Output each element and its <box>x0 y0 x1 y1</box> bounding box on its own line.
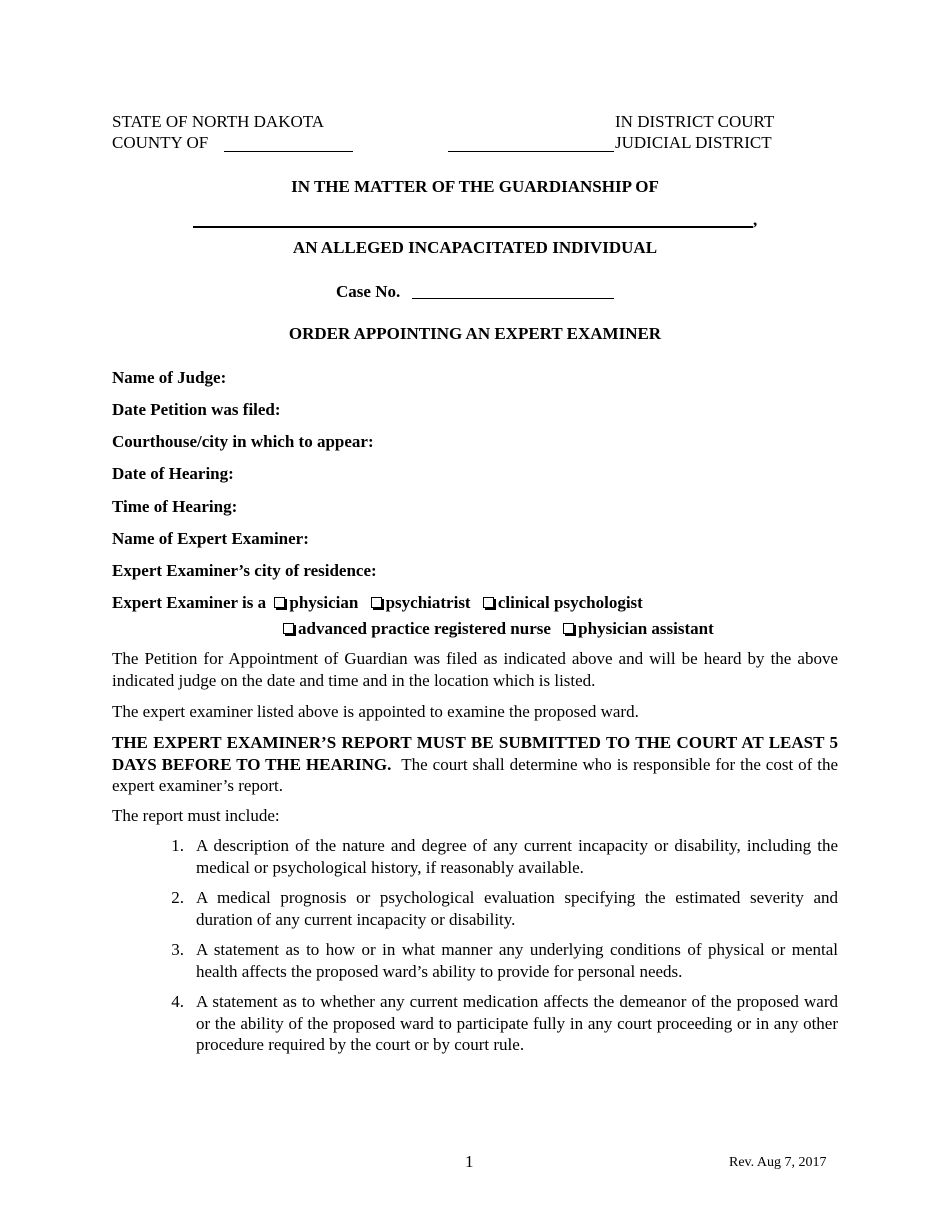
court-name: IN DISTRICT COURT <box>615 112 775 131</box>
report-deadline-paragraph <box>112 732 838 797</box>
judge-label: Name of Judge: <box>112 368 227 387</box>
list-text: A statement as to how or in what manner any underlying conditions of physical or mental health affects the proposed ward’s ability to provide for personal needs. <box>196 940 838 981</box>
option-label: clinical psychologist <box>497 593 643 612</box>
checkbox-icon <box>483 597 494 608</box>
option-label: advanced practice registered nurse <box>298 619 551 638</box>
examiner-type-label: Expert Examiner is a <box>112 593 267 612</box>
option-label: physician <box>289 593 359 612</box>
examiner-type-row-1 <box>112 593 643 613</box>
courthouse-label: Courthouse/city in which to appear: <box>112 432 374 451</box>
checkbox-clinical-psychologist[interactable] <box>483 593 643 612</box>
hearing-time-label: Time of Hearing: <box>112 497 238 516</box>
checkbox-icon <box>283 623 294 634</box>
county-blank[interactable] <box>224 151 353 152</box>
ward-comma: , <box>753 210 758 229</box>
option-label: psychiatrist <box>385 593 471 612</box>
list-number: 1. <box>171 836 184 855</box>
examiner-city-label: Expert Examiner’s city of residence: <box>112 561 377 580</box>
list-item <box>160 939 838 982</box>
checkbox-icon <box>274 597 285 608</box>
examiner-name-label: Name of Expert Examiner: <box>112 529 309 548</box>
list-item <box>160 835 838 878</box>
county-label-text: COUNTY OF <box>112 133 209 152</box>
matter-heading: IN THE MATTER OF THE GUARDIANSHIP OF <box>291 177 659 196</box>
checkbox-icon <box>563 623 574 634</box>
revision-date: Rev. Aug 7, 2017 <box>729 1155 827 1170</box>
examiner-type-row-2 <box>283 619 714 639</box>
case-number-blank[interactable] <box>412 298 614 299</box>
order-title: ORDER APPOINTING AN EXPERT EXAMINER <box>288 324 662 343</box>
checkbox-aprn[interactable] <box>283 619 551 638</box>
list-text: A description of the nature and degree of any current incapacity or disability, including the medical or psychological history, if reasonably available. <box>196 836 838 877</box>
checkbox-physician[interactable] <box>274 593 358 612</box>
list-number: 2. <box>171 888 184 907</box>
list-text: A medical prognosis or psychological evaluation specifying the estimated severity and duration of any current incapacity or disability. <box>196 888 838 929</box>
deadline-notice: THE EXPERT EXAMINER’S REPORT MUST BE SUBMITTED TO THE COURT AT LEAST 5 DAYS BEFORE TO THE HEARING. <box>112 733 838 774</box>
checkbox-physician-assistant[interactable] <box>563 619 714 638</box>
appointment-paragraph: The expert examiner listed above is appointed to examine the proposed ward. <box>112 702 639 721</box>
alleged-heading: AN ALLEGED INCAPACITATED INDIVIDUAL <box>292 238 658 257</box>
checkbox-icon <box>371 597 382 608</box>
report-intro: The report must include: <box>112 806 280 825</box>
petition-date-label: Date Petition was filed: <box>112 400 281 419</box>
page-number: 1 <box>465 1152 474 1171</box>
list-item <box>160 991 838 1056</box>
cost-notice: The court shall determine who is responsible for the cost of the expert examiner’s report. <box>112 754 839 795</box>
list-number: 4. <box>171 992 184 1011</box>
district-blank[interactable] <box>448 151 614 152</box>
county-label <box>112 133 208 153</box>
state-name: STATE OF NORTH DAKOTA <box>112 112 325 131</box>
hearing-date-label: Date of Hearing: <box>112 464 234 483</box>
list-item <box>160 887 838 930</box>
case-number-label: Case No. <box>336 282 401 301</box>
district-label: JUDICIAL DISTRICT <box>615 133 772 152</box>
ward-name-blank[interactable] <box>193 226 753 228</box>
option-label: physician assistant <box>578 619 714 638</box>
list-number: 3. <box>171 940 184 959</box>
list-text: A statement as to whether any current medication affects the demeanor of the proposed ward or the ability of the proposed ward to participate fully in any court proceeding or in any other procedure required by the court or by court rule. <box>196 992 838 1054</box>
petition-paragraph: The Petition for Appointment of Guardian was filed as indicated above and will be heard by the above indicated judge on the date and time and in the location which is listed. <box>112 649 838 690</box>
checkbox-psychiatrist[interactable] <box>371 593 471 612</box>
